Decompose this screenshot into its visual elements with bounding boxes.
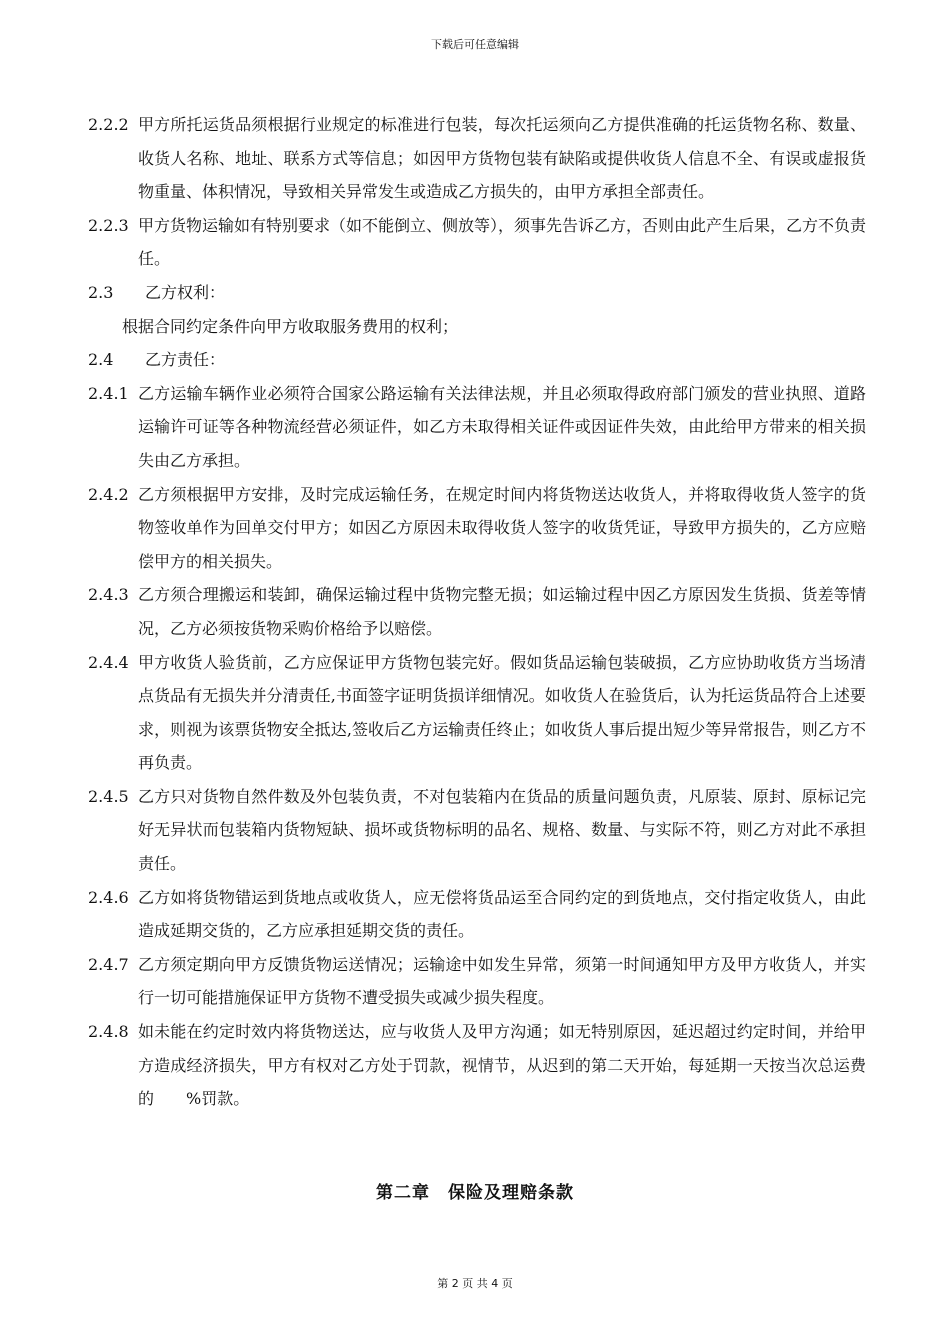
clause-number: 2.2.2 bbox=[88, 115, 129, 134]
clause-text: 乙方只对货物自然件数及外包装负责，不对包装箱内在货品的质量问题负责，凡原装、原封、原标记完好无异状而包装箱内货物短缺、损坏或货物标明的品名、规格、数量、与实际不符，则乙方对此不承担责任。 bbox=[138, 786, 866, 874]
clause-number: 2.4.4 bbox=[88, 652, 129, 672]
clause-number: 2.4.3 bbox=[88, 585, 129, 605]
clause-2-4-7 bbox=[88, 948, 866, 1015]
clause-number: 2.2.3 bbox=[88, 215, 129, 235]
section-title: 乙方责任： bbox=[145, 350, 226, 370]
clause-2-4-2 bbox=[88, 478, 866, 579]
clause-number: 2.4.1 bbox=[88, 383, 129, 403]
clause-text: 甲方所托运货品须根据行业规定的标准进行包装，每次托运须向乙方提供准确的托运货物名称、数量、收货人名称、地址、联系方式等信息；如因甲方货物包装有缺陷或提供收货人信息不全、有误或虚报货物重量、体积情况，导致相关异常发生或造成乙方损失的，由甲方承担全部责任。 bbox=[138, 115, 866, 202]
section-number: 2.3 bbox=[88, 282, 114, 302]
clause-text: 乙方须合理搬运和装卸，确保运输过程中货物完整无损；如运输过程中因乙方原因发生货损、货差等情况，乙方必须按货物采购价格给予以赔偿。 bbox=[138, 585, 866, 638]
clause-number: 2.4.7 bbox=[88, 954, 129, 974]
clause-2-4-5 bbox=[88, 780, 866, 881]
clause-text: 乙方须根据甲方安排，及时完成运输任务，在规定时间内将货物送达收货人，并将取得收货人签字的货物签收单作为回单交付甲方；如因乙方原因未取得收货人签字的收货凭证，导致甲方损失的，乙方应赔偿甲方的相关损失。 bbox=[138, 484, 866, 571]
clause-text: 乙方运输车辆作业必须符合国家公路运输有关法律法规，并且必须取得政府部门颁发的营业执照、道路运输许可证等各种物流经营必须证件，如乙方未取得相关证件或因证件失效，由此给甲方带来的相关损失由乙方承担。 bbox=[138, 383, 866, 470]
clause-2-2-3 bbox=[88, 209, 866, 276]
clause-text: 甲方收货人验货前，乙方应保证甲方货物包装完好。假如货品运输包装破损，乙方应协助收货方当场清点货品有无损失并分清责任,书面签字证明货损详细情况。如收货人在验货后，认为托运货品符合上述要求，则视为该票货物安全抵达,签收后乙方运输责任终止；如收货人事后提出短少等异常报告，则乙方不再负责。 bbox=[138, 652, 866, 773]
section-title: 乙方权利： bbox=[145, 282, 226, 302]
section-number: 2.4 bbox=[88, 350, 114, 370]
clause-number: 2.4.2 bbox=[88, 484, 129, 504]
document-body bbox=[88, 108, 866, 1116]
section-2-3-heading bbox=[88, 276, 866, 310]
clause-text: 如未能在约定时效内将货物送达，应与收货人及甲方沟通；如无特别原因，延迟超过约定时间，并给甲方造成经济损失，甲方有权对乙方处于罚款，视情节，从迟到的第二天开始，每延期一天按当次总运费的 %罚款。 bbox=[138, 1022, 866, 1109]
clause-2-4-8 bbox=[88, 1015, 866, 1116]
clause-text: 甲方货物运输如有特别要求（如不能倒立、侧放等），须事先告诉乙方，否则由此产生后果，乙方不负责任。 bbox=[138, 215, 867, 269]
clause-number: 2.4.5 bbox=[88, 786, 129, 806]
chapter-title: 第二章 保险及理赔条款 bbox=[376, 1183, 574, 1203]
section-2-4-heading bbox=[88, 343, 866, 377]
clause-number: 2.4.8 bbox=[88, 1022, 129, 1042]
page-footer: 第 2 页 共 4 页 bbox=[437, 1277, 513, 1290]
page-header: 下载后可任意编辑 bbox=[431, 38, 519, 51]
clause-text: 乙方须定期向甲方反馈货物运送情况；运输途中如发生异常，须第一时间通知甲方及甲方收货人，并实行一切可能措施保证甲方货物不遭受损失或减少损失程度。 bbox=[138, 954, 866, 1008]
section-2-3-body: 根据合同约定条件向甲方收取服务费用的权利； bbox=[122, 316, 459, 336]
clause-2-4-4 bbox=[88, 646, 866, 780]
clause-2-4-3 bbox=[88, 578, 866, 645]
clause-2-2-2 bbox=[88, 108, 866, 209]
clause-text: 乙方如将货物错运到货地点或收货人，应无偿将货品运至合同约定的到货地点，交付指定收货人，由此造成延期交货的，乙方应承担延期交货的责任。 bbox=[138, 887, 866, 941]
clause-2-4-1 bbox=[88, 377, 866, 478]
clause-number: 2.4.6 bbox=[88, 887, 129, 907]
clause-2-4-6 bbox=[88, 881, 866, 948]
